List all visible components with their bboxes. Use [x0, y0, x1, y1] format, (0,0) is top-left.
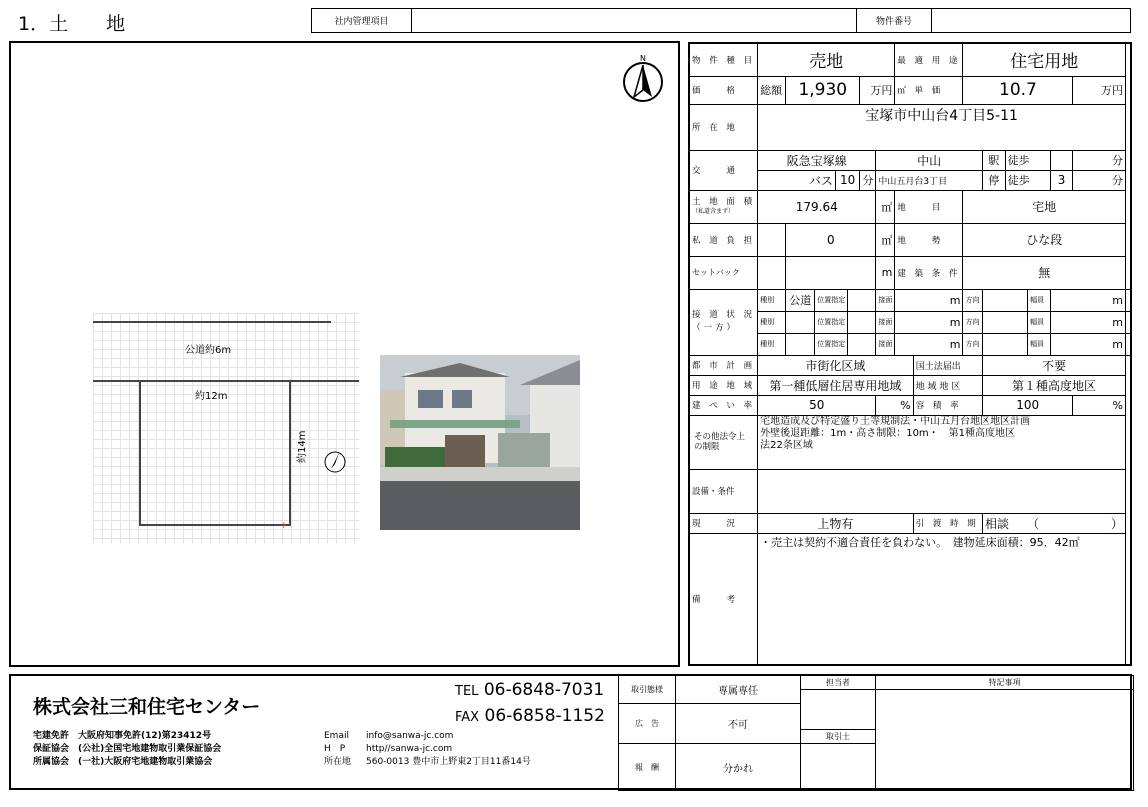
chisei-value: ひな段 [963, 223, 1126, 256]
city-value: 市街化区域 [758, 355, 914, 375]
survey-plan [93, 313, 359, 543]
private-sqm: ㎡ [876, 223, 895, 256]
use-label: 最 適 用 途 [895, 43, 963, 76]
license: 宅建免許 大阪府知事免許(12)第23412号 [33, 731, 212, 741]
hoko-1: 方向 [963, 289, 982, 311]
road-label-cell [689, 289, 758, 355]
broker-label: 取引士 [801, 730, 876, 744]
shu-3: 種別 [758, 333, 786, 355]
marker-icon: + [280, 521, 288, 531]
mgmt-label: 社内管理項目 [312, 9, 412, 33]
total-label: 総額 [758, 76, 786, 104]
notes-label: 特記事項 [876, 676, 1134, 690]
license-block [33, 730, 221, 769]
law-1: 宅地造成及び特定盛り土等規制法・中山五月台地区地区計画 [760, 415, 1031, 427]
transit-label: 交 通 [689, 150, 758, 190]
bcr-value: 50 [758, 395, 876, 415]
handover-value: 相談 （ ） [982, 513, 1125, 533]
eki-label: 駅 [982, 150, 1005, 170]
addr-value: 宝塚市中山台4丁目5-11 [758, 104, 1126, 150]
ichi-1: 位置指定 [815, 289, 848, 311]
fax-value: 06-6858-1152 [484, 706, 605, 726]
far-value: 100 [982, 395, 1073, 415]
depth-label: 約14m [297, 430, 308, 463]
bus-fun: 分 [860, 170, 876, 190]
toho-label: 徒歩 [1005, 150, 1050, 170]
station-value: 中山 [876, 150, 983, 170]
remarks-value: ・売主は契約不適合責任を負わない。 建物延床面積：95．42㎡ [758, 533, 1126, 665]
tei-label: 停 [982, 170, 1005, 190]
road-sub: （一方） [692, 323, 739, 333]
kokudo-value: 不要 [982, 355, 1125, 375]
width-label: 約12m [195, 391, 228, 402]
zone-value: 第一種低層住居専用地域 [758, 375, 914, 395]
bus-label: バス [758, 170, 836, 190]
m-1: m [895, 289, 963, 311]
email-label: Email [324, 731, 349, 741]
district-value: 第１種高度地区 [982, 375, 1125, 395]
unit-label: ㎡ 単 価 [895, 76, 963, 104]
fukuin-2: 幅員 [1028, 311, 1051, 333]
unit-yen: 万円 [1073, 76, 1126, 104]
toho2-label: 徒歩 [1005, 170, 1050, 190]
chimoku-label: 地 目 [895, 190, 963, 223]
assoc2: 所属協会 (一社)大阪府宅地建物取引業協会 [33, 757, 213, 767]
law-cell [758, 415, 1126, 469]
far-pct: % [1073, 395, 1126, 415]
deal-table [618, 675, 1134, 791]
ad-value: 不可 [676, 704, 801, 744]
equip-label: 設備・条件 [689, 469, 758, 513]
ad-label: 広 告 [619, 704, 676, 744]
set-3: 接面 [876, 333, 895, 355]
use-value: 住宅用地 [963, 43, 1126, 76]
map-panel [9, 41, 680, 667]
m-1b: m [1050, 289, 1125, 311]
ichi-2: 位置指定 [815, 311, 848, 333]
kodo-value: 公道 [786, 289, 815, 311]
m-2: m [895, 311, 963, 333]
deal-value: 専属専任 [676, 676, 801, 704]
fukuin-1: 幅員 [1028, 289, 1051, 311]
shu-2: 種別 [758, 311, 786, 333]
district-label: 地 域 地 区 [913, 375, 982, 395]
price-label: 価 格 [689, 76, 758, 104]
law-label: その他法令上の制限 [689, 415, 758, 469]
total-yen: 万円 [860, 76, 895, 104]
small-north-icon [323, 450, 347, 478]
land-sqm: ㎡ [876, 190, 895, 223]
tel-label: TEL [455, 684, 479, 699]
num-value [932, 9, 1131, 33]
fax-label: FAX [455, 710, 480, 725]
bcr-label: 建 ぺ い 率 [689, 395, 758, 415]
svg-text:N: N [640, 54, 646, 63]
bus-min: 10 [835, 170, 859, 190]
walk-min: 3 [1050, 170, 1073, 190]
tel-value: 06-6848-7031 [483, 680, 605, 700]
lot-outline [139, 381, 291, 526]
road-label: 接 道 状 況 [692, 310, 756, 320]
line-value: 阪急宝塚線 [758, 150, 876, 170]
unit-value: 10.7 [963, 76, 1073, 104]
road-label: 公道約6m [185, 345, 232, 356]
chimoku-value: 宅地 [963, 190, 1126, 223]
fee-value: 分かれ [676, 744, 801, 791]
property-table [688, 42, 1132, 666]
cond-value: 無 [963, 256, 1126, 289]
law-2: 外壁後退距離：1m・高さ制限：10m・ 第1種高度地区 [760, 427, 1016, 439]
cond-label: 建 築 条 件 [895, 256, 963, 289]
land-sub: （私道含まず） [692, 207, 735, 215]
addr-label: 所 在 地 [689, 104, 758, 150]
house-photo [380, 355, 580, 530]
bus-stop: 中山五月台3丁目 [876, 170, 983, 190]
bcr-pct: % [876, 395, 913, 415]
mgmt-value [412, 9, 857, 33]
road-line-top [93, 321, 331, 323]
hoko-3: 方向 [963, 333, 982, 355]
far-label: 容 積 率 [913, 395, 982, 415]
law-3: 法22条区域 [760, 439, 813, 451]
m-2b: m [1050, 311, 1125, 333]
land-label-cell [689, 190, 758, 223]
set-2: 接面 [876, 311, 895, 333]
hoko-2: 方向 [963, 311, 982, 333]
handover-label: 引 渡 時 期 [913, 513, 982, 533]
hp-label: H P [324, 744, 346, 754]
fun2-label: 分 [1073, 170, 1126, 190]
type-label: 物 件 種 目 [689, 43, 758, 76]
set-1: 接面 [876, 289, 895, 311]
kokudo-label: 国土法届出 [913, 355, 982, 375]
ichi-3: 位置指定 [815, 333, 848, 355]
land-value: 179.64 [758, 190, 876, 223]
remarks-label: 備 考 [689, 533, 758, 665]
addr-label: 所在地 [324, 757, 352, 767]
type-value: 売地 [758, 43, 895, 76]
num-label: 物件番号 [857, 9, 932, 33]
setback-label: セットバック [689, 256, 758, 289]
private-label: 私 道 負 担 [689, 223, 758, 256]
city-label: 都 市 計 画 [689, 355, 758, 375]
setback-unit: m [876, 256, 895, 289]
fee-label: 報 酬 [619, 744, 676, 791]
north-arrow-icon [621, 53, 665, 103]
m-3: m [895, 333, 963, 355]
tel-line [455, 680, 604, 700]
hp-value: http//sanwa-jc.com [366, 744, 453, 754]
page-title: 1．土 地 [18, 13, 126, 35]
fun-label: 分 [1073, 150, 1126, 170]
email-value: info@sanwa-jc.com [366, 731, 454, 741]
status-value: 上物有 [758, 513, 914, 533]
land-label: 土 地 面 積 [692, 196, 756, 207]
footer [9, 674, 1132, 790]
company-name: 株式会社三和住宅センター [33, 696, 261, 718]
header-table [311, 8, 1131, 33]
fukuin-3: 幅員 [1028, 333, 1051, 355]
zone-label: 用 途 地 域 [689, 375, 758, 395]
fax-line [455, 706, 605, 726]
addr-value: 560-0013 豊中市上野東2丁目11番14号 [366, 757, 531, 767]
chisei-label: 地 勢 [895, 223, 963, 256]
status-label: 現 況 [689, 513, 758, 533]
assoc1: 保証協会 (公社)全国宅地建物取引業保証協会 [33, 744, 222, 754]
private-value: 0 [786, 223, 876, 256]
total-value: 1,930 [786, 76, 860, 104]
deal-label: 取引態様 [619, 676, 676, 704]
contact-block [324, 730, 531, 769]
m-3b: m [1050, 333, 1125, 355]
shu-1: 種別 [758, 289, 786, 311]
staff-label: 担当者 [801, 676, 876, 690]
